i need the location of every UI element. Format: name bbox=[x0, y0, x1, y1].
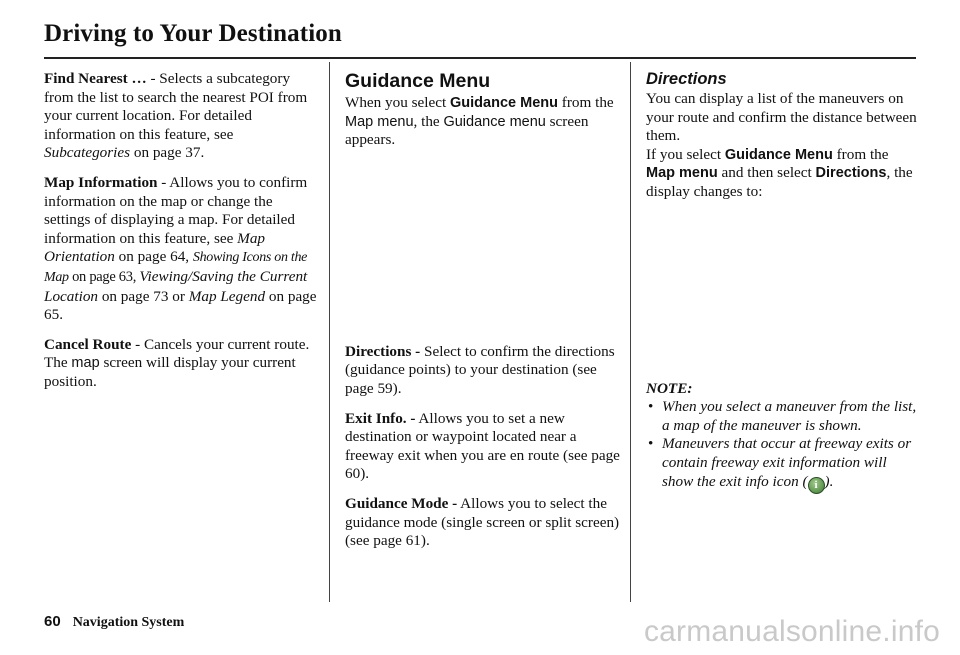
directions-paragraph bbox=[345, 343, 620, 399]
guidance-menu-heading: Guidance Menu bbox=[345, 70, 491, 92]
directions-ui-label: Directions bbox=[815, 165, 887, 182]
intro-text-a: When you select bbox=[345, 94, 451, 111]
cancel-route-term: Cancel Route bbox=[44, 335, 132, 353]
screen-image-placeholder bbox=[646, 213, 921, 380]
map-information-text-e: on page 65. bbox=[44, 287, 317, 324]
map-information-text-a: - Allows you to confirm information on the map or change the settings of displaying a map. For detailed information on this feature, see bbox=[44, 173, 308, 247]
directions-text: Select to confirm the directions (guidance points) to your destination (see page 59). bbox=[345, 342, 615, 397]
screen-image-placeholder bbox=[345, 161, 620, 343]
intro-text-c: , the bbox=[413, 112, 444, 130]
map-screen-label: map bbox=[71, 355, 100, 372]
note-item bbox=[646, 435, 921, 493]
map-menu-ui-label: Map menu bbox=[646, 165, 718, 182]
column-right bbox=[646, 70, 921, 494]
page-number: 60 bbox=[44, 613, 61, 630]
guidance-mode-term: Guidance Mode - bbox=[345, 494, 458, 512]
viewing-saving-reference: Viewing/Saving the Current Location bbox=[44, 267, 308, 305]
instruction-text-c: and then select bbox=[717, 164, 816, 182]
note-label: NOTE: bbox=[646, 379, 693, 397]
exit-info-paragraph bbox=[345, 410, 620, 484]
cancel-route-text-b: screen will display your current position. bbox=[44, 354, 296, 390]
page-title: Driving to Your Destination bbox=[44, 20, 342, 47]
info-icon: i bbox=[808, 477, 825, 494]
cancel-route-text-a: - Cancels your current route. The bbox=[44, 335, 310, 372]
directions-instruction bbox=[646, 146, 921, 202]
find-nearest-term: Find Nearest … bbox=[44, 70, 147, 87]
note-item: • When you select a maneuver from the list, a map of the maneuver is shown. bbox=[646, 398, 921, 435]
map-information-text-c: on page 63, bbox=[68, 268, 140, 285]
watermark: carmanualsonline.info bbox=[643, 615, 940, 648]
column-middle bbox=[345, 70, 620, 562]
guidance-menu-ui-label: Guidance Menu bbox=[724, 146, 833, 163]
note2-text-b: ). bbox=[824, 472, 834, 490]
intro-text-d: screen appears. bbox=[345, 112, 589, 149]
directions-term: Directions - bbox=[345, 342, 421, 360]
subcategories-reference: Subcategories bbox=[44, 144, 131, 162]
guidance-menu-ui-label: Guidance Menu bbox=[450, 95, 558, 111]
find-nearest-text-a: - Selects a subcategory from the list to search the nearest POI from your current location. For detailed information on this feature, see bbox=[44, 70, 308, 143]
map-information-text-b: on page 64, bbox=[114, 248, 193, 266]
directions-intro: You can display a list of the maneuvers on your route and confirm the distance between them. bbox=[646, 90, 917, 145]
guidance-mode-text: Allows you to select the guidance mode (single screen or split screen) (see page 61). bbox=[345, 494, 620, 550]
map-orientation-reference: Map Orientation bbox=[44, 229, 266, 266]
instruction-text-a: If you select bbox=[646, 145, 725, 163]
map-menu-ui-label: Map menu bbox=[345, 113, 414, 130]
find-nearest-paragraph bbox=[44, 70, 322, 163]
map-information-text-d: on page 73 or bbox=[98, 287, 189, 305]
directions-heading: Directions bbox=[646, 70, 727, 88]
find-nearest-text-b: on page 37. bbox=[130, 144, 205, 162]
footer-label: Navigation System bbox=[72, 615, 185, 630]
column-divider-right bbox=[630, 62, 631, 602]
guidance-mode-paragraph bbox=[345, 495, 620, 551]
guidance-menu-intro bbox=[345, 94, 620, 150]
map-information-paragraph bbox=[44, 174, 322, 325]
column-divider-left bbox=[329, 62, 330, 602]
showing-icons-reference: Showing Icons on the Map bbox=[44, 250, 308, 285]
page-footer bbox=[44, 613, 184, 631]
intro-text-b: from the bbox=[557, 94, 614, 111]
note2-text-a: Maneuvers that occur at freeway exits or contain freeway exit information will show the exit info icon ( bbox=[662, 435, 912, 490]
guidance-menu-screen-label: Guidance menu bbox=[443, 113, 546, 130]
title-rule bbox=[44, 57, 916, 59]
cancel-route-paragraph bbox=[44, 336, 322, 392]
column-left bbox=[44, 70, 322, 403]
map-legend-reference: Map Legend bbox=[188, 287, 266, 305]
exit-info-text: Allows you to set a new destination or waypoint located near a freeway exit when you are en route (see page 60). bbox=[345, 409, 620, 483]
map-information-term: Map Information bbox=[44, 173, 158, 191]
exit-info-term: Exit Info. - bbox=[345, 409, 416, 427]
note-list bbox=[646, 398, 921, 493]
instruction-text-d: , the display changes to: bbox=[646, 164, 913, 200]
instruction-text-b: from the bbox=[832, 145, 889, 163]
